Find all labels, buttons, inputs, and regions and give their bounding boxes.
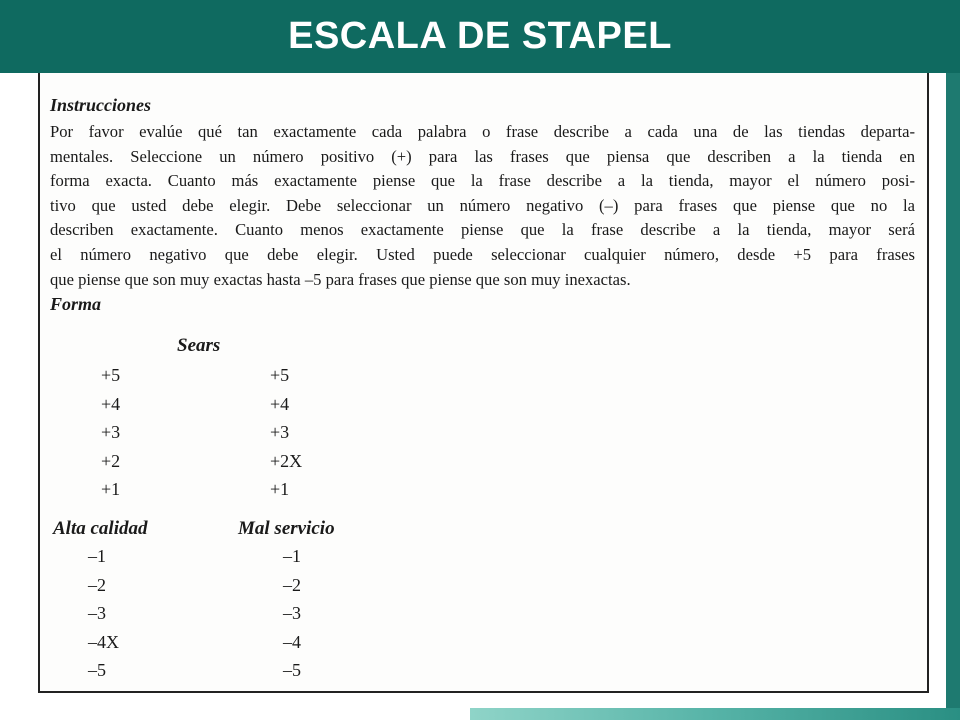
- scale-value: +1: [101, 479, 121, 499]
- scale-value: +4: [270, 393, 290, 414]
- scale-value: +2X: [270, 450, 303, 471]
- scale-value: –2: [88, 574, 106, 595]
- instructions-line: Por favor evalúe qué tan exactamente cada palabra o frase describe a cada una de las tiendas departa-: [50, 122, 915, 141]
- scale-value: +2: [101, 450, 121, 471]
- instructions-paragraph: [50, 120, 915, 292]
- right-negative-column: [283, 546, 301, 689]
- instructions-line: tivo que usted debe elegir. Debe seleccionar un número negativo (–) para frases que piense que no la: [50, 195, 915, 215]
- scale-value: +5: [270, 365, 290, 385]
- instructions-line: el número negativo que debe elegir. Usted puede seleccionar cualquier número, desde +5 para frases: [50, 244, 915, 264]
- bottom-accent-bar: [470, 708, 960, 720]
- form-heading: Forma: [50, 294, 102, 314]
- scale-value: +5: [101, 365, 121, 385]
- scale-value: +1: [270, 479, 290, 499]
- title-bar: [0, 0, 960, 73]
- scale-value: –5: [88, 660, 106, 680]
- instructions-line: forma exacta. Cuanto más exactamente piense que la frase describe a la tienda, mayor el número posi-: [50, 171, 915, 191]
- instructions-line: que piense que son muy exactas hasta –5 para frases que piense que son muy inexactas.: [50, 269, 631, 289]
- scale-value: –4X: [88, 631, 119, 652]
- scale-value: –3: [283, 603, 301, 623]
- left-positive-column: [101, 365, 120, 508]
- left-negative-column: [88, 546, 119, 689]
- slide-title: ESCALA DE STAPEL: [288, 15, 672, 57]
- scale-value: +4: [101, 393, 121, 414]
- scale-value: –3: [88, 603, 106, 623]
- scale-value: –1: [283, 546, 301, 566]
- left-attribute-label: Alta calidad: [53, 518, 148, 539]
- right-positive-column: [270, 365, 302, 508]
- right-accent-bar: [946, 73, 960, 720]
- instructions-line: describen exactamente. Cuanto menos exactamente piense que la frase describe a la tienda, mayor será: [50, 220, 915, 240]
- scale-value: –1: [88, 546, 106, 566]
- scale-value: –4: [283, 631, 301, 652]
- scale-value: –5: [283, 660, 301, 680]
- store-name: Sears: [177, 335, 221, 356]
- right-attribute-label: Mal servicio: [238, 518, 335, 539]
- scale-value: +3: [270, 422, 290, 442]
- instructions-heading: Instrucciones: [50, 95, 152, 115]
- scale-value: +3: [101, 422, 121, 442]
- instructions-line: mentales. Seleccione un número positivo (+) para las frases que piensa que describen a la tienda en: [50, 146, 915, 166]
- scale-value: –2: [283, 574, 301, 595]
